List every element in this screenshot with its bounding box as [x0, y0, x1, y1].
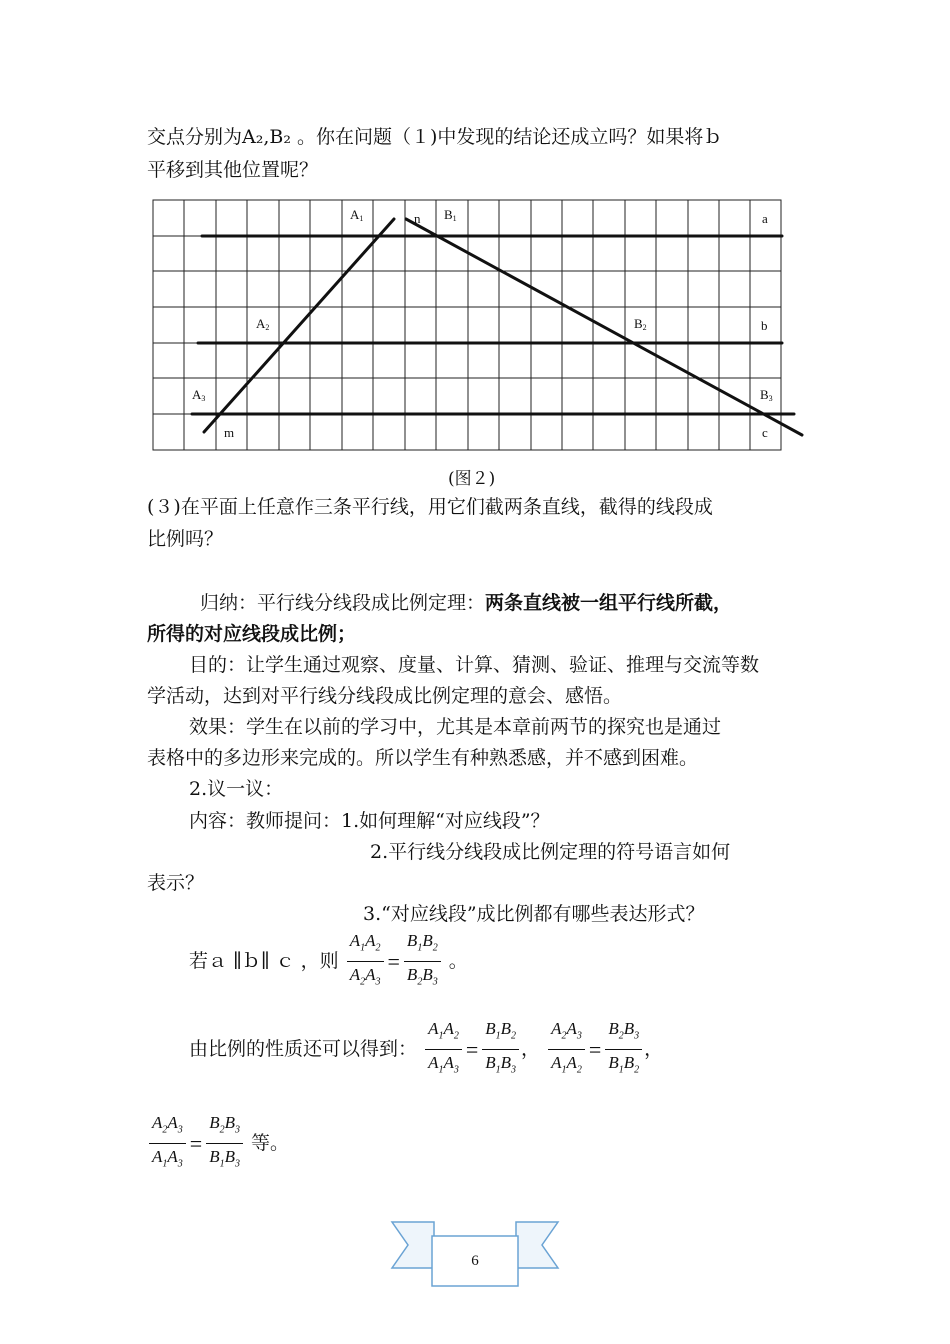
discuss-question-2-line-1: 2.平行线分线段成比例定理的符号语言如何 — [370, 841, 731, 863]
label-A1: A1 — [350, 207, 364, 223]
transversal-m — [204, 219, 394, 432]
effect-line-1: 效果：学生在以前的学习中，尤其是本章前两节的探究也是通过 — [189, 716, 722, 738]
fraction-a2a3-over-a1a3: $\frac{A_2A_3}{A_1A_3}$ — [149, 1112, 186, 1176]
label-m: m — [224, 425, 235, 440]
separator-1: ， — [521, 1037, 541, 1060]
discuss-question-3: 3.“对应线段”成比例都有哪些表达形式？ — [363, 903, 705, 925]
formula-1-suffix: 。 — [448, 949, 468, 972]
formula-1-prefix: 若ａ ∥ｂ∥ ｃ ，则 — [189, 949, 339, 972]
purpose-line-1: 目的：让学生通过观察、度量、计算、猜测、验证、推理与交流等数 — [189, 654, 760, 676]
fraction-b1b2-over-b2b3: $\frac{B_1B_2}{B_2B_3}$ — [404, 930, 441, 994]
formula-3-suffix: 等。 — [251, 1131, 290, 1154]
label-c: c — [762, 425, 768, 440]
fraction-b1b2-over-b1b3: $\frac{B_1B_2}{B_1B_3}$ — [482, 1018, 519, 1082]
fraction-a1a2-over-a2a3: $\frac{A_1A_2}{A_2A_3}$ — [347, 930, 384, 994]
label-B1: B1 — [444, 207, 457, 223]
label-A3: A3 — [192, 387, 206, 403]
figure-2-grid-diagram — [152, 197, 812, 457]
label-B2: B2 — [634, 316, 647, 332]
formula-1: 若ａ ∥ｂ∥ ｃ ，则 $\frac{A_1A_2}{A_2A_3}$ = $\frac{B_1B_2}{B_2B_3}$ 。 — [189, 930, 468, 994]
discuss-heading: 2.议一议： — [189, 778, 284, 800]
paragraph-1-line-2: 平移到其他位置呢？ — [147, 159, 319, 181]
separator-2: ， — [644, 1037, 664, 1060]
label-B3: B3 — [760, 387, 773, 403]
theorem-bold-2: 所得的对应线段成比例； — [147, 623, 357, 645]
summary-prefix: 归纳：平行线分线段成比例定理： — [200, 592, 486, 614]
formula-3: $\frac{A_2A_3}{A_1A_3}$ = $\frac{B_2B_3}{B_1B_3}$ 等。 — [147, 1112, 289, 1176]
fraction-b2b3-over-b1b3: $\frac{B_2B_3}{B_1B_3}$ — [206, 1112, 243, 1176]
label-n: n — [414, 211, 421, 226]
label-A2: A2 — [256, 316, 270, 332]
fraction-a2a3-over-a1a2: $\frac{A_2A_3}{A_1A_2}$ — [548, 1018, 585, 1082]
page-number-ribbon — [390, 1218, 560, 1290]
paragraph-1-line-1: 交点分别为A₂,B₂ 。你在问题（１)中发现的结论还成立吗？如果将ｂ — [147, 126, 723, 148]
discuss-question-1: 内容：教师提问：1.如何理解“对应线段”？ — [189, 810, 550, 832]
fraction-b2b3-over-b1b2: $\frac{B_2B_3}{B_1B_2}$ — [605, 1018, 642, 1082]
discuss-question-2-line-2: 表示？ — [147, 872, 205, 894]
fraction-a1a2-over-a1a3: $\frac{A_1A_2}{A_1A_3}$ — [425, 1018, 462, 1082]
page-number: 6 — [471, 1253, 479, 1269]
label-a: a — [762, 211, 768, 226]
question-3-line-1: (３)在平面上任意作三条平行线，用它们截两条直线，截得的线段成 — [147, 496, 713, 518]
figure-caption: (图２) — [448, 469, 496, 489]
purpose-line-2: 学活动，达到对平行线分线段成比例定理的意会、感悟。 — [147, 685, 623, 707]
label-b: b — [761, 318, 768, 333]
formula-2: 由比例的性质还可以得到： $\frac{A_1A_2}{A_1A_3}$ = $\frac{B_1B_2}{B_1B_3}$ ， $\frac{A_2A_3}{A_1A_2}$ = $\frac{B_2B_3}{B_1B_2}$ ， — [189, 1018, 663, 1082]
theorem-bold-1: 两条直线被一组平行线所截， — [485, 592, 733, 614]
summary-line-1 — [200, 590, 732, 616]
question-3-line-2: 比例吗？ — [147, 528, 224, 550]
effect-line-2: 表格中的多边形来完成的。所以学生有种熟悉感，并不感到困难。 — [147, 747, 699, 769]
transversal-n — [406, 219, 802, 435]
formula-2-prefix: 由比例的性质还可以得到： — [189, 1037, 418, 1060]
